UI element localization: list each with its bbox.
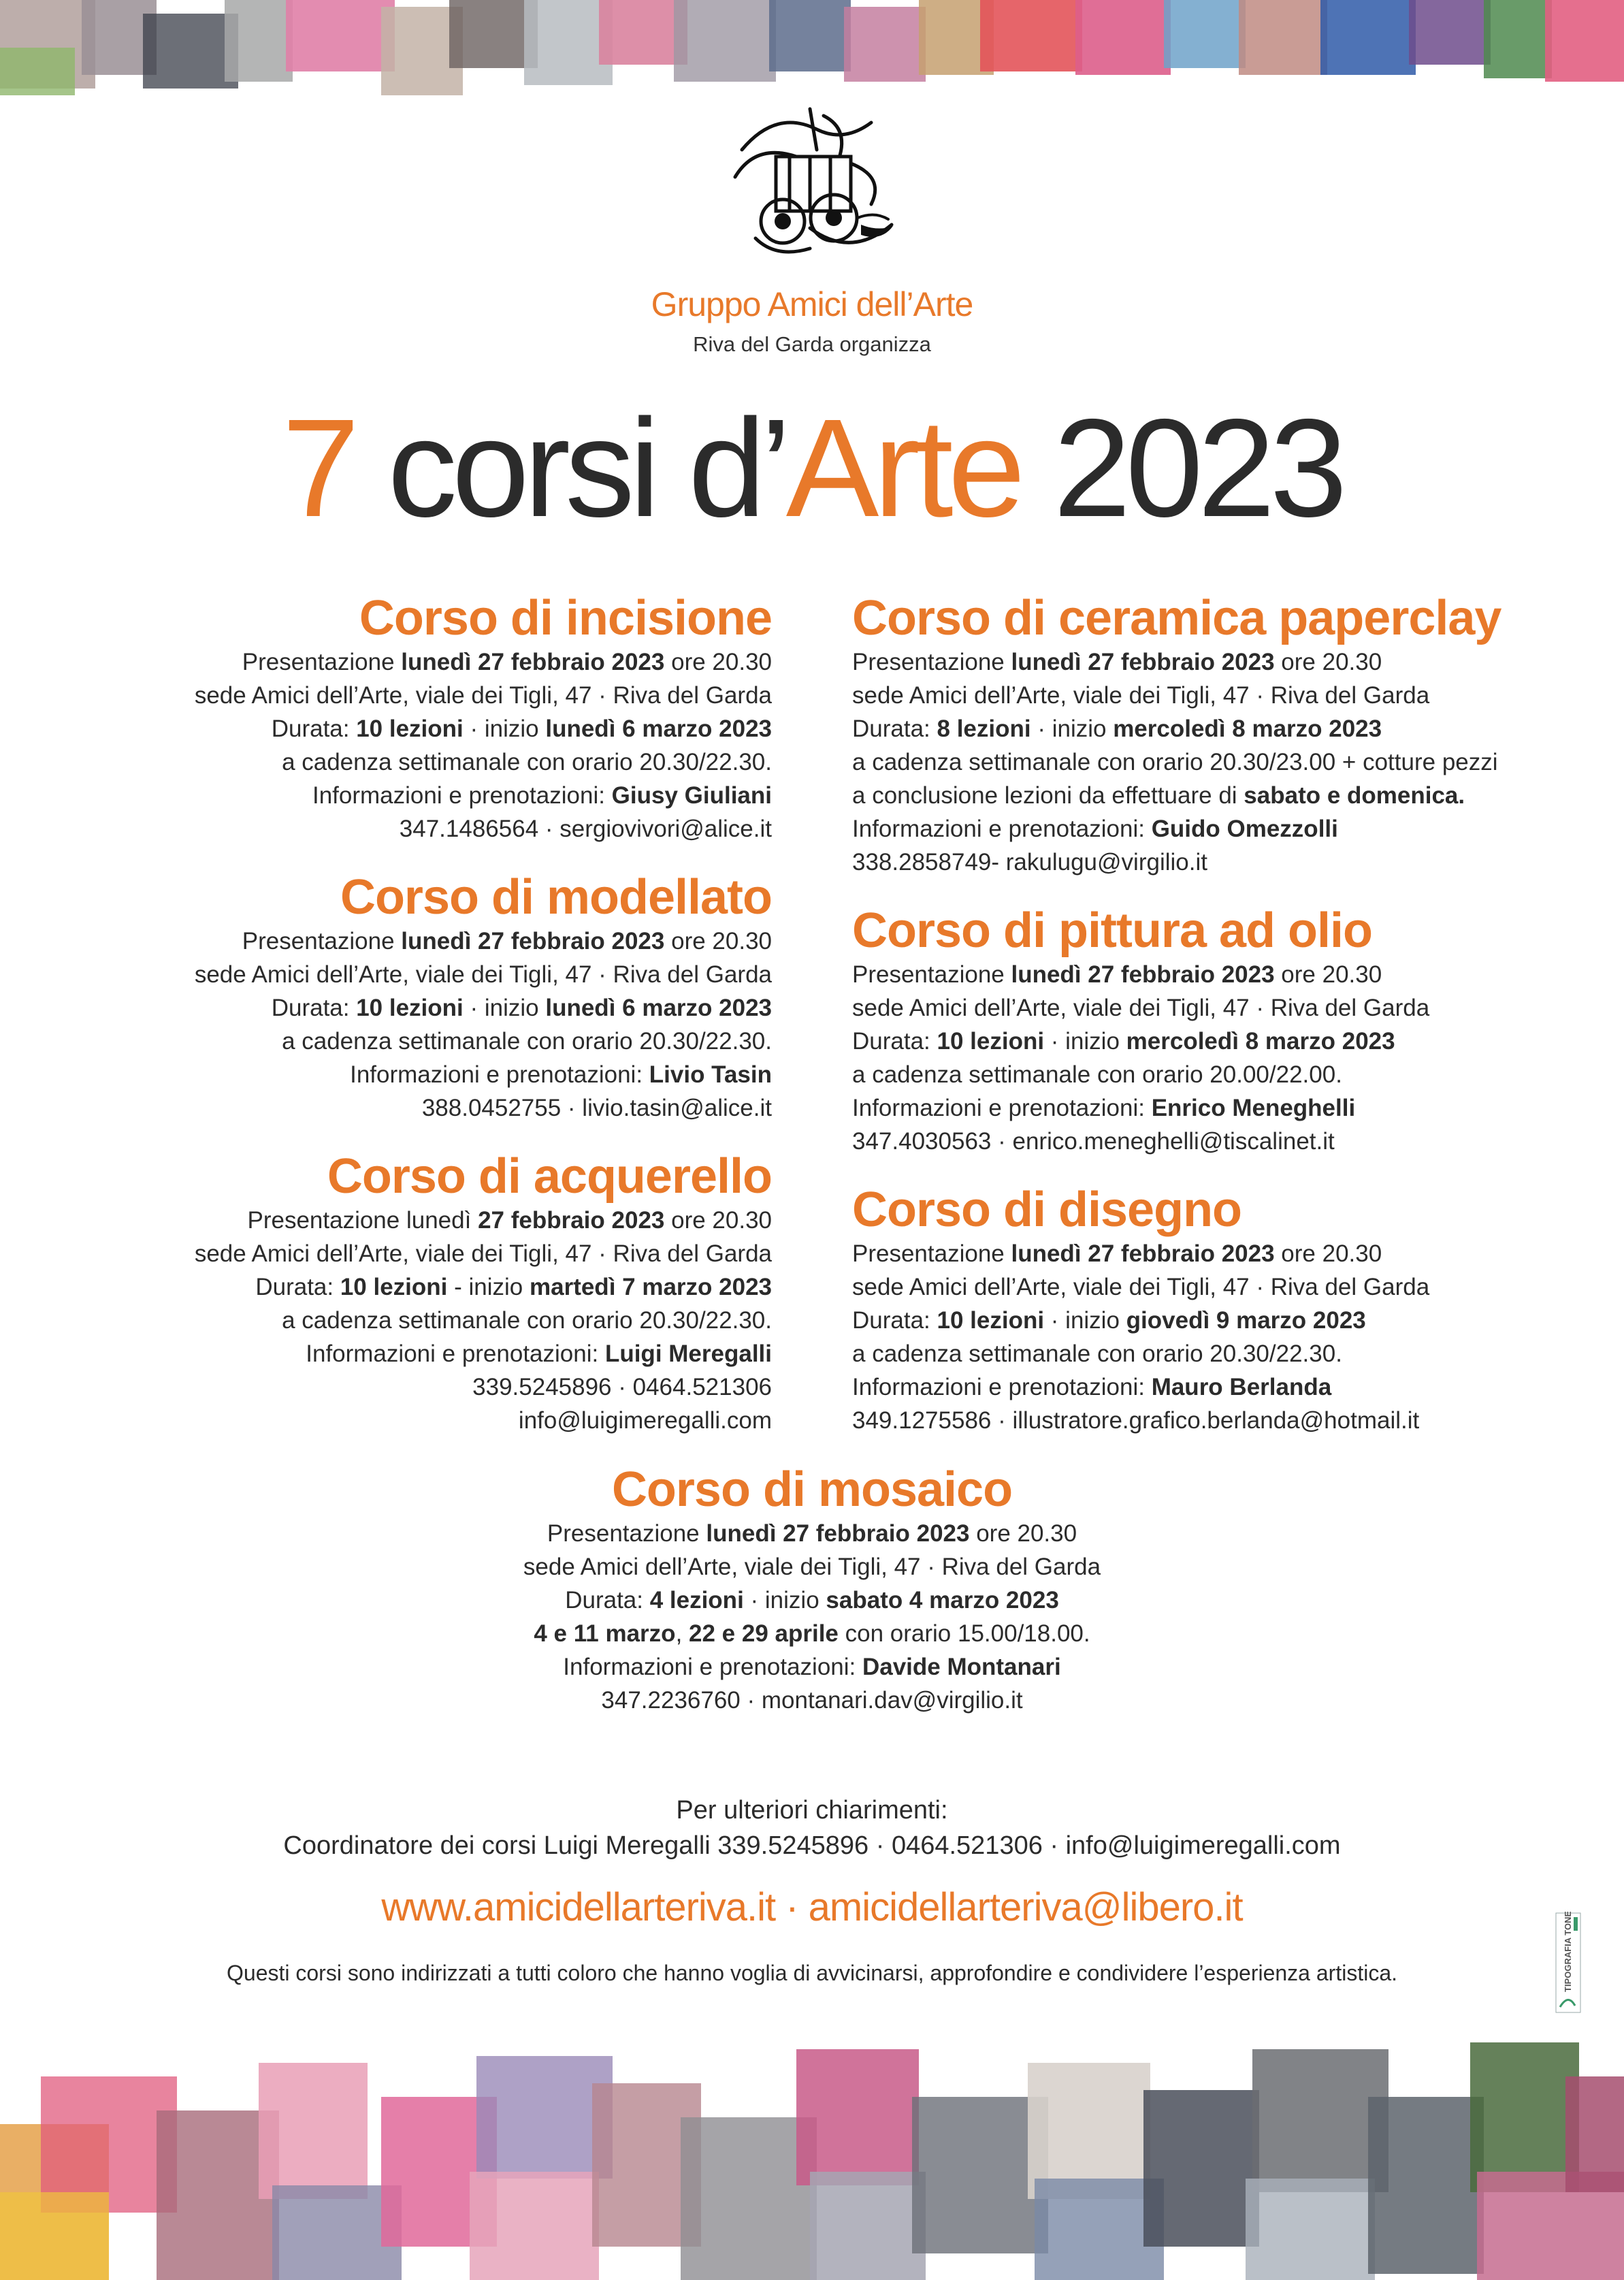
presentation-line: Presentazione lunedì 27 febbraio 2023 ore 20.30 bbox=[852, 649, 1382, 675]
course-incisione bbox=[195, 591, 772, 846]
course-title: Corso di ceramica paperclay bbox=[852, 591, 1501, 645]
venue-line: sede Amici dell’Arte, viale dei Tigli, 47 · Riva del Garda bbox=[852, 995, 1430, 1021]
course-title: Corso di mosaico bbox=[611, 1462, 1013, 1517]
contact-line: 349.1275586 · illustratore.grafico.berlanda@hotmail.it bbox=[852, 1407, 1420, 1434]
footer-coordinator: Coordinatore dei corsi Luigi Meregalli 339.5245896 · 0464.521306 · info@luigimeregalli.com bbox=[283, 1831, 1341, 1860]
organizer-name: Gruppo Amici dell’Arte bbox=[651, 285, 973, 323]
main-title bbox=[0, 390, 1624, 546]
course-title: Corso di disegno bbox=[852, 1183, 1242, 1237]
course-disegno bbox=[852, 1183, 1429, 1437]
duration-line: Durata: 10 lezioni · inizio giovedì 9 marzo 2023 bbox=[852, 1307, 1366, 1334]
presentation-line: Presentazione lunedì 27 febbraio 2023 ore 20.30 bbox=[242, 649, 772, 675]
contact-line: 388.0452755 · livio.tasin@alice.it bbox=[421, 1095, 772, 1121]
firing-line: a conclusione lezioni da effettuare di sabato e domenica. bbox=[852, 782, 1465, 809]
schedule-line: a cadenza settimanale con orario 20.30/22.30. bbox=[282, 1028, 772, 1055]
title-word2: Arte bbox=[785, 390, 1020, 546]
watercolor-band-top bbox=[0, 0, 1624, 102]
footer-note: Questi corsi sono indirizzati a tutti coloro che hanno voglia di avvicinarsi, approfondire e condividere l’esperienza artistica. bbox=[227, 1961, 1397, 1985]
title-year: 2023 bbox=[1053, 390, 1342, 546]
course-pittura-ad-olio bbox=[852, 903, 1429, 1158]
info-line: Informazioni e prenotazioni: Livio Tasin bbox=[350, 1061, 772, 1088]
title-number: 7 bbox=[282, 390, 355, 546]
footer-website-email: www.amicidellarteriva.it · amicidellarteriva@libero.it bbox=[381, 1885, 1243, 1929]
course-modellato bbox=[195, 870, 772, 1125]
contact-line: 347.2236760 · montanari.dav@virgilio.it bbox=[601, 1687, 1023, 1714]
info-line: Informazioni e prenotazioni: Enrico Meneghelli bbox=[852, 1095, 1356, 1121]
info-line: Informazioni e prenotazioni: Davide Montanari bbox=[563, 1654, 1061, 1680]
watercolor-band-bottom bbox=[0, 2036, 1624, 2280]
dates-line: 4 e 11 marzo, 22 e 29 aprile con orario 15.00/18.00. bbox=[534, 1620, 1090, 1647]
venue-line: sede Amici dell’Arte, viale dei Tigli, 47 · Riva del Garda bbox=[852, 1274, 1430, 1300]
contact-line: 338.2858749- rakulugu@virgilio.it bbox=[852, 849, 1207, 876]
printer-name: TIPOGRAFIA TONELLI bbox=[1563, 1912, 1573, 1992]
title-word1: corsi d’ bbox=[387, 390, 786, 546]
info-line: Informazioni e prenotazioni: Giusy Giuliani bbox=[312, 782, 772, 809]
course-title: Corso di pittura ad olio bbox=[852, 903, 1372, 958]
venue-line: sede Amici dell’Arte, viale dei Tigli, 47 · Riva del Garda bbox=[194, 682, 772, 709]
venue-line: sede Amici dell’Arte, viale dei Tigli, 47 · Riva del Garda bbox=[523, 1554, 1101, 1580]
duration-line: Durata: 8 lezioni · inizio mercoledì 8 marzo 2023 bbox=[852, 716, 1382, 742]
info-line: Informazioni e prenotazioni: Guido Omezzolli bbox=[852, 816, 1338, 842]
info-line: Informazioni e prenotazioni: Luigi Meregalli bbox=[306, 1340, 772, 1367]
contact-line: 347.4030563 · enrico.meneghelli@tiscalinet.it bbox=[852, 1128, 1335, 1155]
schedule-line: a cadenza settimanale con orario 20.30/23.00 + cotture pezzi bbox=[852, 749, 1498, 775]
organizer-subtitle: Riva del Garda organizza bbox=[693, 332, 931, 356]
schedule-line: a cadenza settimanale con orario 20.30/22.30. bbox=[852, 1340, 1342, 1367]
course-title: Corso di acquerello bbox=[327, 1149, 772, 1204]
venue-line: sede Amici dell’Arte, viale dei Tigli, 47 · Riva del Garda bbox=[194, 961, 772, 988]
footer-intro: Per ulteriori chiarimenti: bbox=[676, 1796, 948, 1825]
venue-line: sede Amici dell’Arte, viale dei Tigli, 47 · Riva del Garda bbox=[852, 682, 1430, 709]
contact-line: 347.1486564 · sergiovivori@alice.it bbox=[399, 816, 772, 842]
presentation-line: Presentazione lunedì 27 febbraio 2023 ore 20.30 bbox=[247, 1207, 772, 1234]
course-mosaico bbox=[0, 1462, 1624, 1717]
venue-line: sede Amici dell’Arte, viale dei Tigli, 47 · Riva del Garda bbox=[194, 1240, 772, 1267]
duration-line: Durata: 10 lezioni - inizio martedì 7 marzo 2023 bbox=[255, 1274, 772, 1300]
duration-line: Durata: 10 lezioni · inizio mercoledì 8 marzo 2023 bbox=[852, 1028, 1395, 1055]
presentation-line: Presentazione lunedì 27 febbraio 2023 ore 20.30 bbox=[547, 1520, 1077, 1547]
duration-line: Durata: 10 lezioni · inizio lunedì 6 marzo 2023 bbox=[271, 995, 772, 1021]
schedule-line: a cadenza settimanale con orario 20.00/22.00. bbox=[852, 1061, 1342, 1088]
contact-line: 339.5245896 · 0464.521306 bbox=[472, 1374, 772, 1400]
schedule-line: a cadenza settimanale con orario 20.30/22.30. bbox=[282, 1307, 772, 1334]
course-title: Corso di incisione bbox=[359, 591, 772, 645]
schedule-line: a cadenza settimanale con orario 20.30/22.30. bbox=[282, 749, 772, 775]
presentation-line: Presentazione lunedì 27 febbraio 2023 ore 20.30 bbox=[852, 1240, 1382, 1267]
course-title: Corso di modellato bbox=[340, 870, 772, 925]
printer-logo bbox=[1555, 1912, 1582, 2014]
group-logo bbox=[715, 102, 912, 272]
presentation-line: Presentazione lunedì 27 febbraio 2023 ore 20.30 bbox=[242, 928, 772, 954]
course-ceramica-paperclay bbox=[852, 591, 1501, 879]
info-line: Informazioni e prenotazioni: Mauro Berlanda bbox=[852, 1374, 1332, 1400]
duration-line: Durata: 4 lezioni · inizio sabato 4 marzo 2023 bbox=[565, 1587, 1059, 1613]
email-line: info@luigimeregalli.com bbox=[518, 1407, 772, 1434]
presentation-line: Presentazione lunedì 27 febbraio 2023 ore 20.30 bbox=[852, 961, 1382, 988]
course-acquerello bbox=[195, 1149, 772, 1437]
duration-line: Durata: 10 lezioni · inizio lunedì 6 marzo 2023 bbox=[271, 716, 772, 742]
